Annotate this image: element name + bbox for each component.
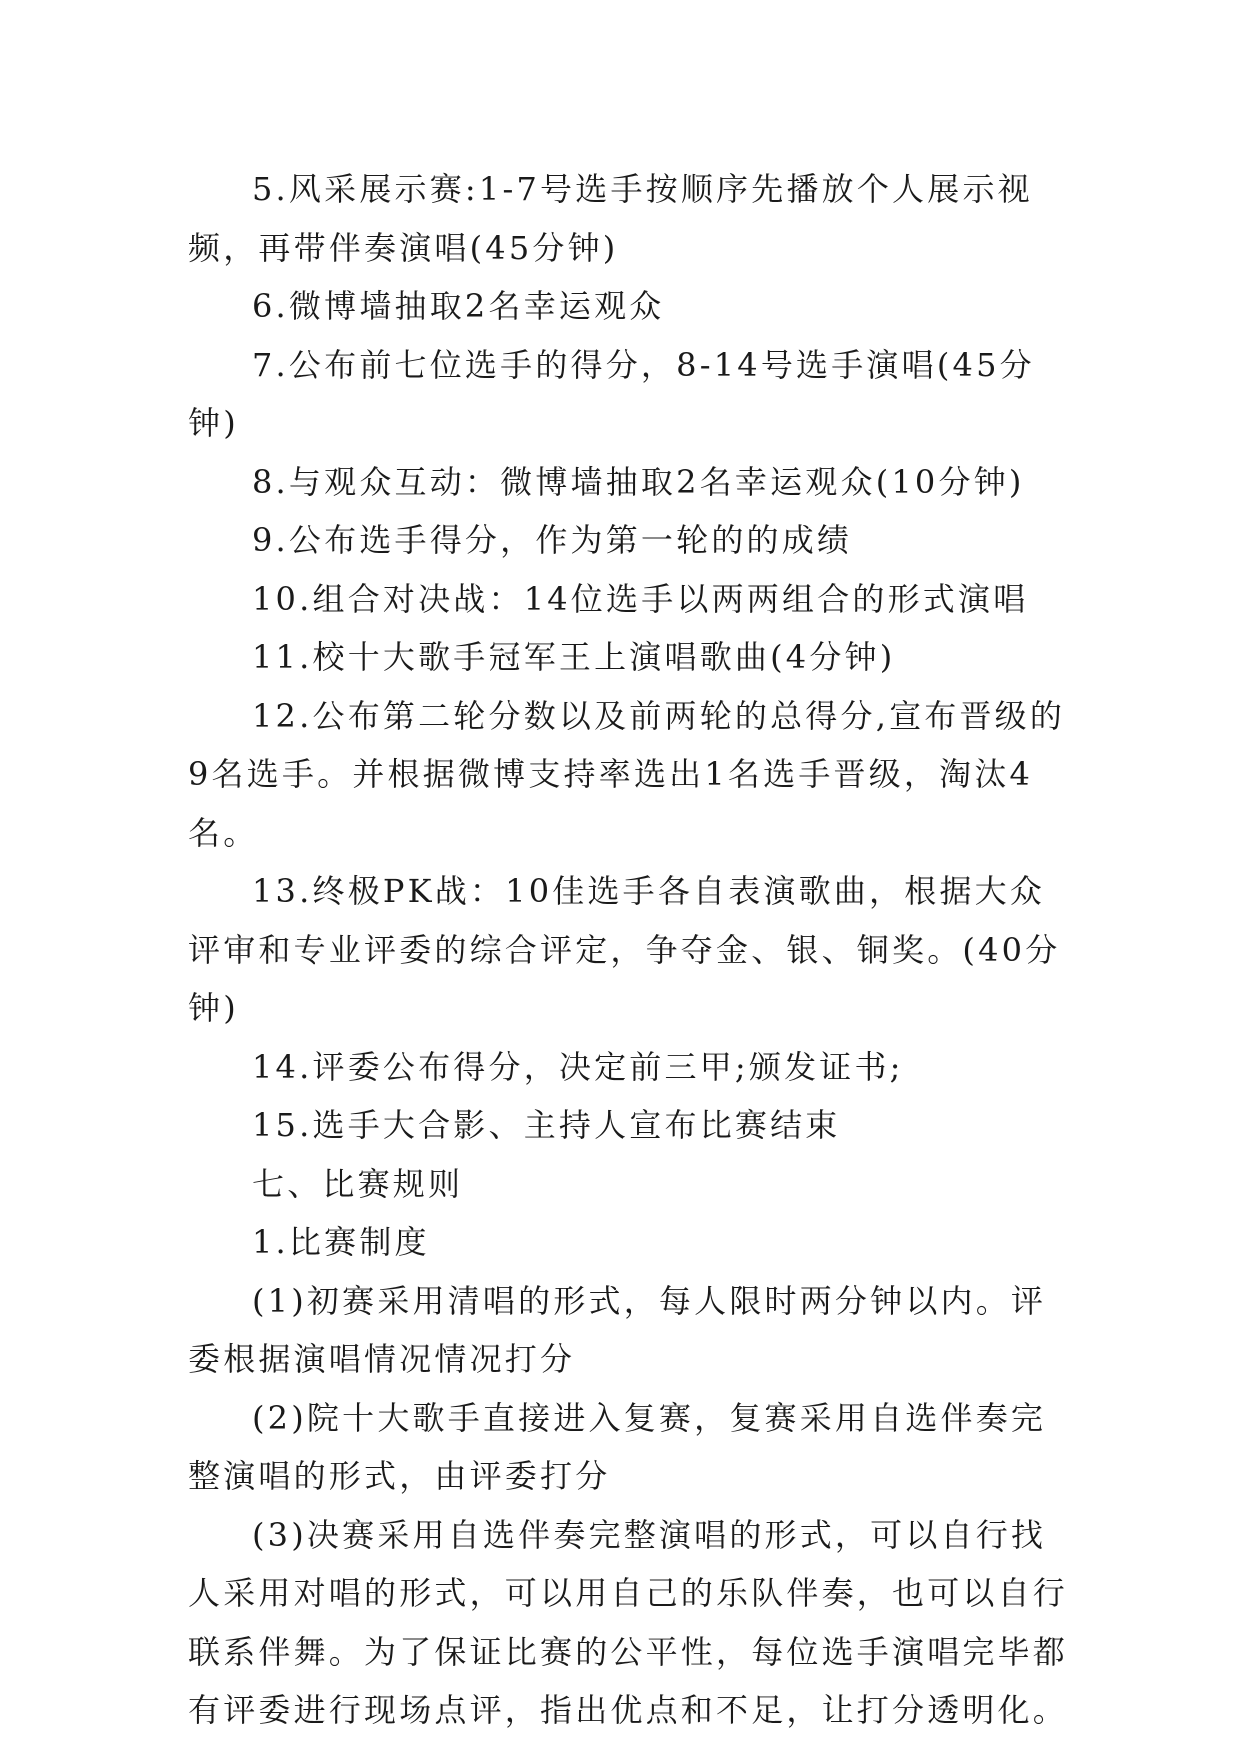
paragraph-item-13: 13.终极PK战：10佳选手各自表演歌曲，根据大众评审和专业评委的综合评定，争夺金、银、铜奖。(40分钟): [188, 872, 1061, 1027]
paragraph-item-5: 5.风采展示赛:1-7号选手按顺序先播放个人展示视频，再带伴奏演唱(45分钟): [188, 170, 1033, 267]
paragraph-item-8: 8.与观众互动：微博墙抽取2名幸运观众(10分钟): [252, 462, 1025, 501]
paragraph-item-15: 15.选手大合影、主持人宣布比赛结束: [252, 1106, 841, 1144]
rule-item-3: (3)决赛采用自选伴奏完整演唱的形式，可以自行找人采用对唱的形式，可以用自己的乐队伴奏，也可以自行联系伴舞。为了保证比赛的公平性，每位选手演唱完毕都有评委进行现场点评，指出优点和不足，让打分透明化。: [188, 1515, 1069, 1729]
paragraph-item-6: 6.微博墙抽取2名幸运观众: [252, 287, 665, 325]
rule-item-1: (1)初赛采用清唱的形式，每人限时两分钟以内。评委根据演唱情况情况打分: [188, 1281, 1047, 1378]
paragraph-item-7: 7.公布前七位选手的得分，8-14号选手演唱(45分钟): [188, 345, 1035, 442]
paragraph-item-9: 9.公布选手得分，作为第一轮的的成绩: [252, 521, 853, 559]
section-heading-rules: 七、比赛规则: [252, 1164, 464, 1203]
rule-item-2: (2)院十大歌手直接进入复赛，复赛采用自选伴奏完整演唱的形式，由评委打分: [188, 1398, 1047, 1495]
document-body: [188, 160, 1078, 1740]
paragraph-item-12: 12.公布第二轮分数以及前两轮的总得分,宣布晋级的9名选手。并根据微博支持率选出1名选手晋级，淘汰4名。: [188, 696, 1066, 852]
paragraph-item-14: 14.评委公布得分，决定前三甲;颁发证书;: [252, 1047, 904, 1086]
subsection-heading-system: 1.比赛制度: [252, 1223, 430, 1261]
paragraph-item-11: 11.校十大歌手冠军王上演唱歌曲(4分钟): [252, 638, 896, 676]
paragraph-item-10: 10.组合对决战：14位选手以两两组合的形式演唱: [252, 579, 1029, 618]
